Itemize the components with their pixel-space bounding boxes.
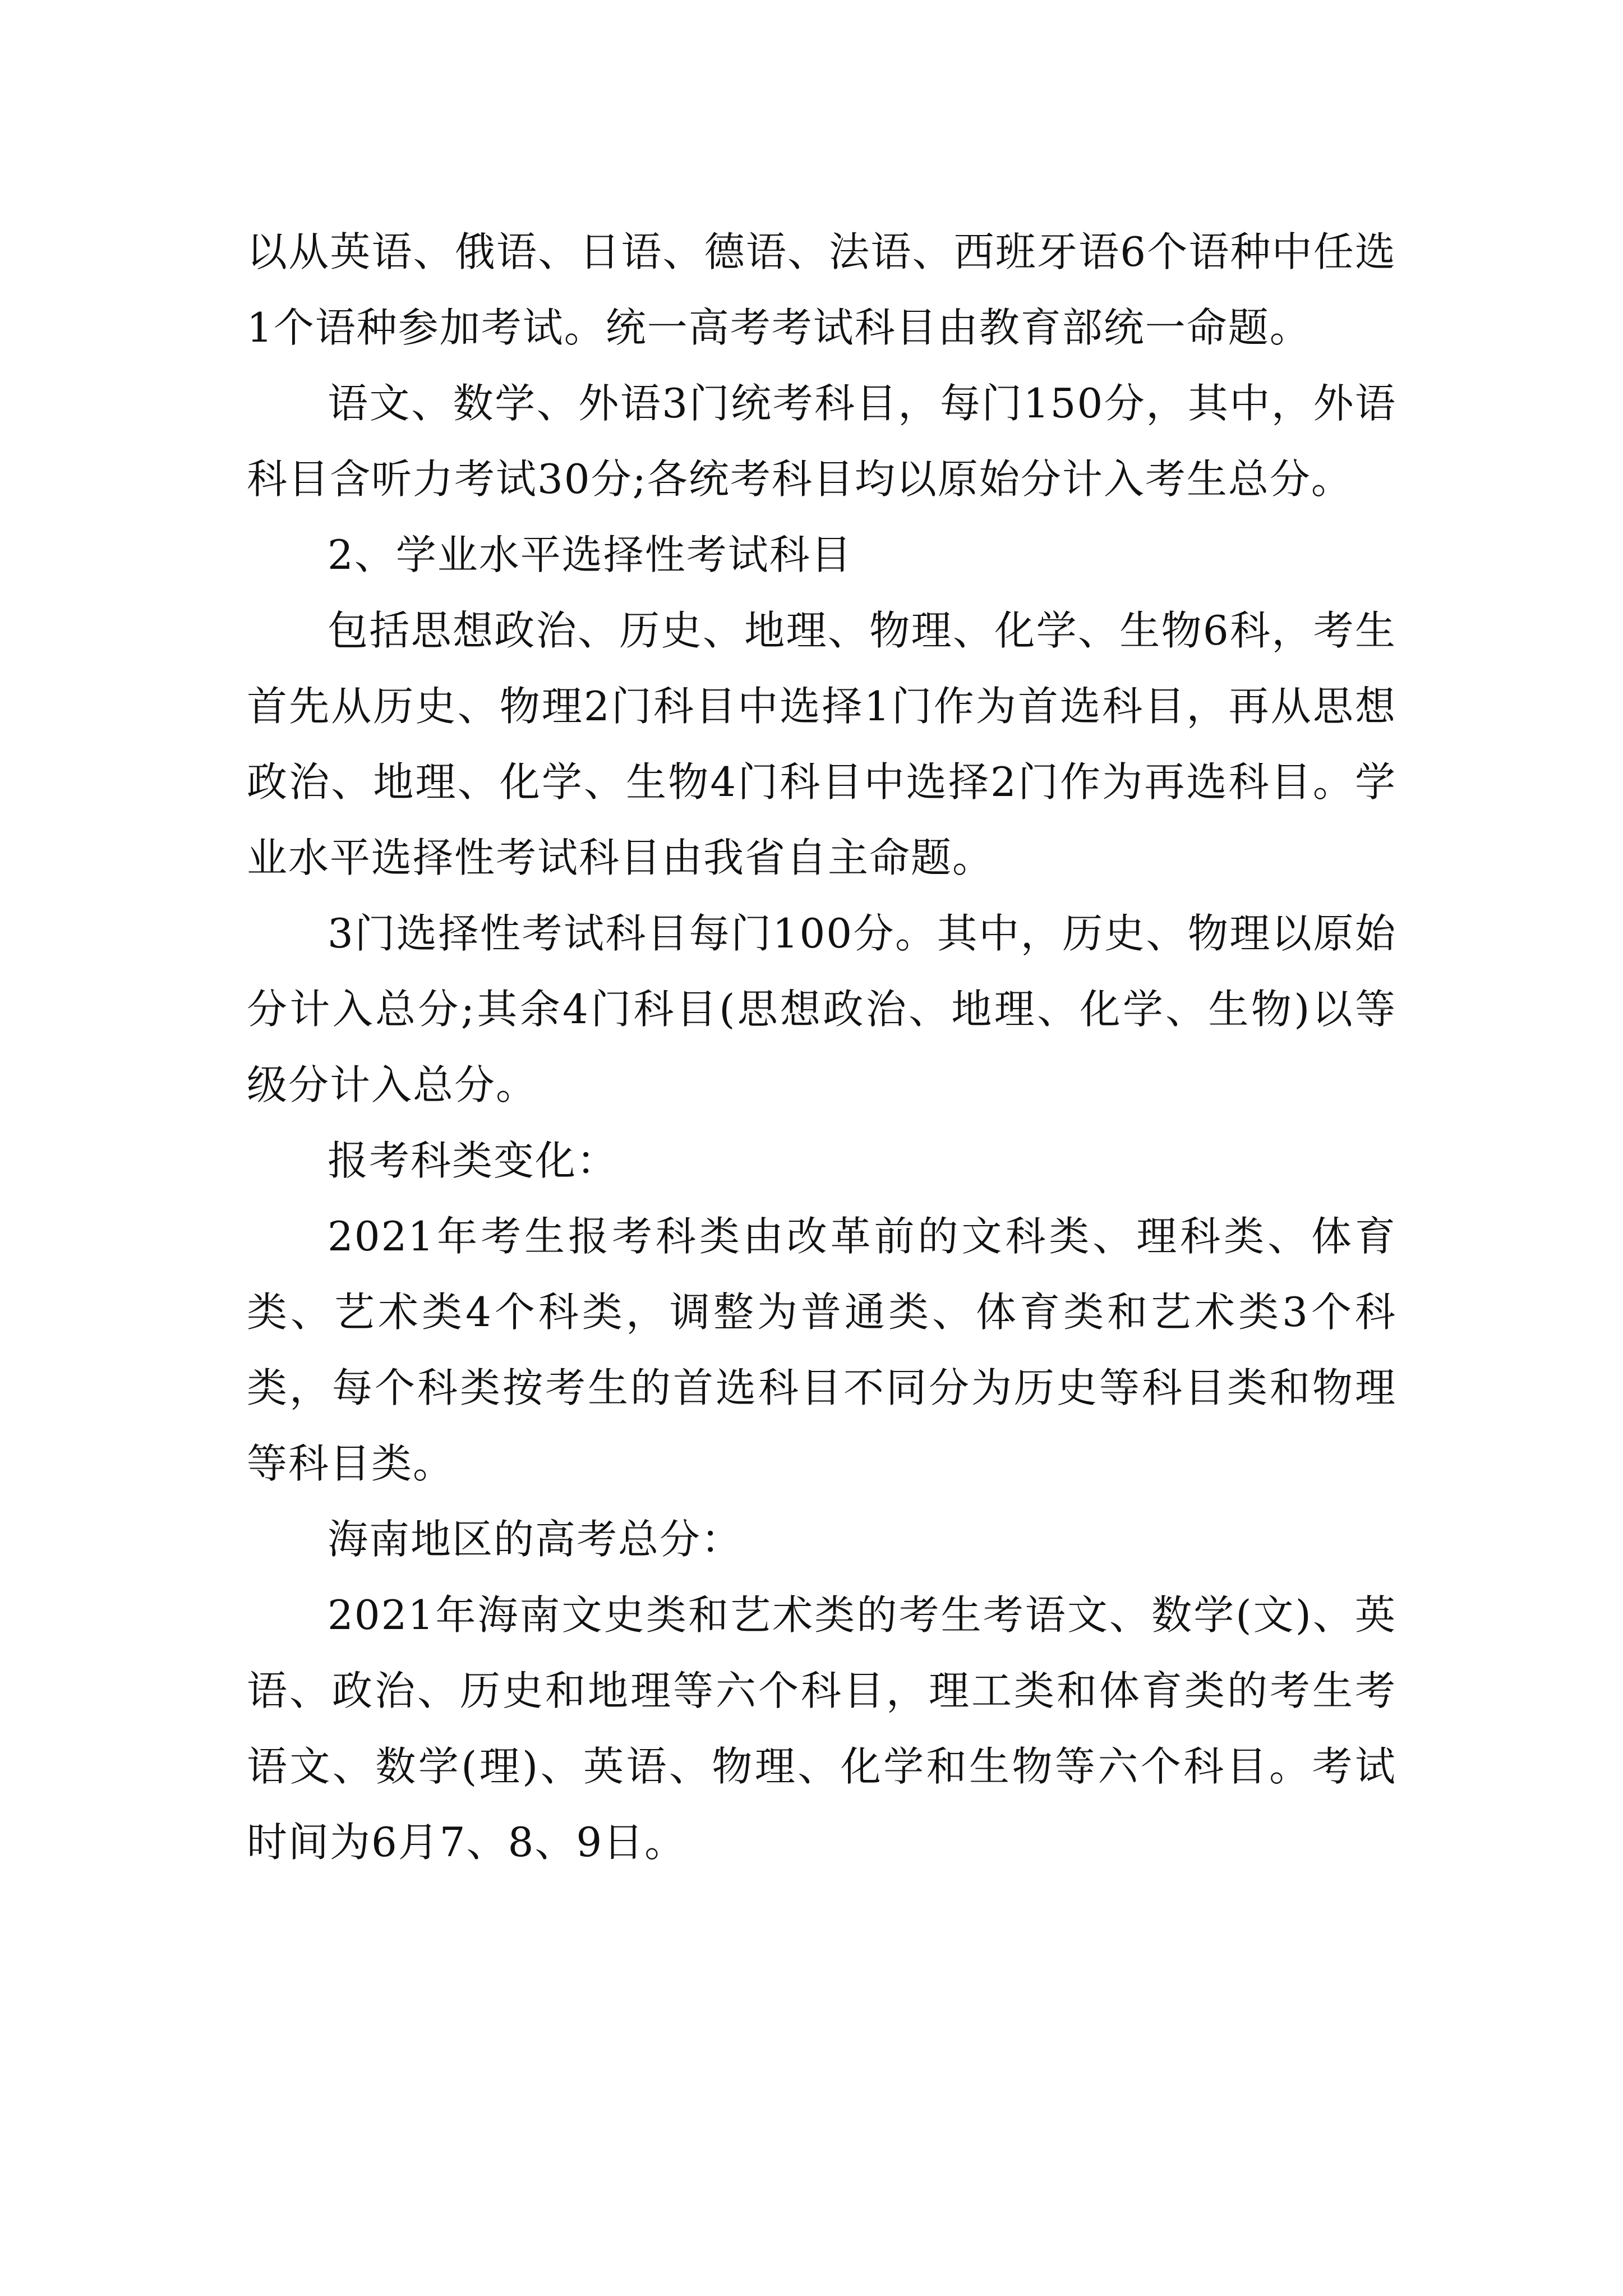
document-body (247, 214, 1396, 1880)
paragraph-category-changes: 2021年考生报考科类由改革前的文科类、理科类、体育类、艺术类4个科类，调整为普通类、体育类和艺术类3个科类，每个科类按考生的首选科目不同分为历史等科目类和物理等科目类。 (247, 1213, 1396, 1487)
section-heading-category-changes: 报考科类变化： (328, 1137, 619, 1184)
paragraph-selective-scores: 3门选择性考试科目每门100分。其中，历史、物理以原始分计入总分;其余4门科目(思想政治、地理、化学、生物)以等级分计入总分。 (247, 910, 1396, 1108)
paragraph-selective-subjects: 包括思想政治、历史、地理、物理、化学、生物6科，考生首先从历史、物理2门科目中选择1门作为首选科目，再从思想政治、地理、化学、生物4门科目中选择2门作为再选科目。学业水平选择性考试科目由我省自主命题。 (247, 607, 1396, 881)
paragraph-hainan-subjects: 2021年海南文史类和艺术类的考生考语文、数学(文)、英语、政治、历史和地理等六个科目，理工类和体育类的考生考语文、数学(理)、英语、物理、化学和生物等六个科目。考试时间为6月7、8、9日。 (247, 1591, 1396, 1866)
paragraph-language-options: 以从英语、俄语、日语、德语、法语、西班牙语6个语种中任选1个语种参加考试。统一高考考试科目由教育部统一命题。 (247, 228, 1396, 351)
section-heading-selective-exam: 2、学业水平选择性考试科目 (328, 531, 852, 578)
section-heading-hainan-total: 海南地区的高考总分： (328, 1516, 743, 1563)
paragraph-unified-exam-scores: 语文、数学、外语3门统考科目，每门150分，其中，外语科目含听力考试30分;各统考科目均以原始分计入考生总分。 (247, 380, 1396, 503)
